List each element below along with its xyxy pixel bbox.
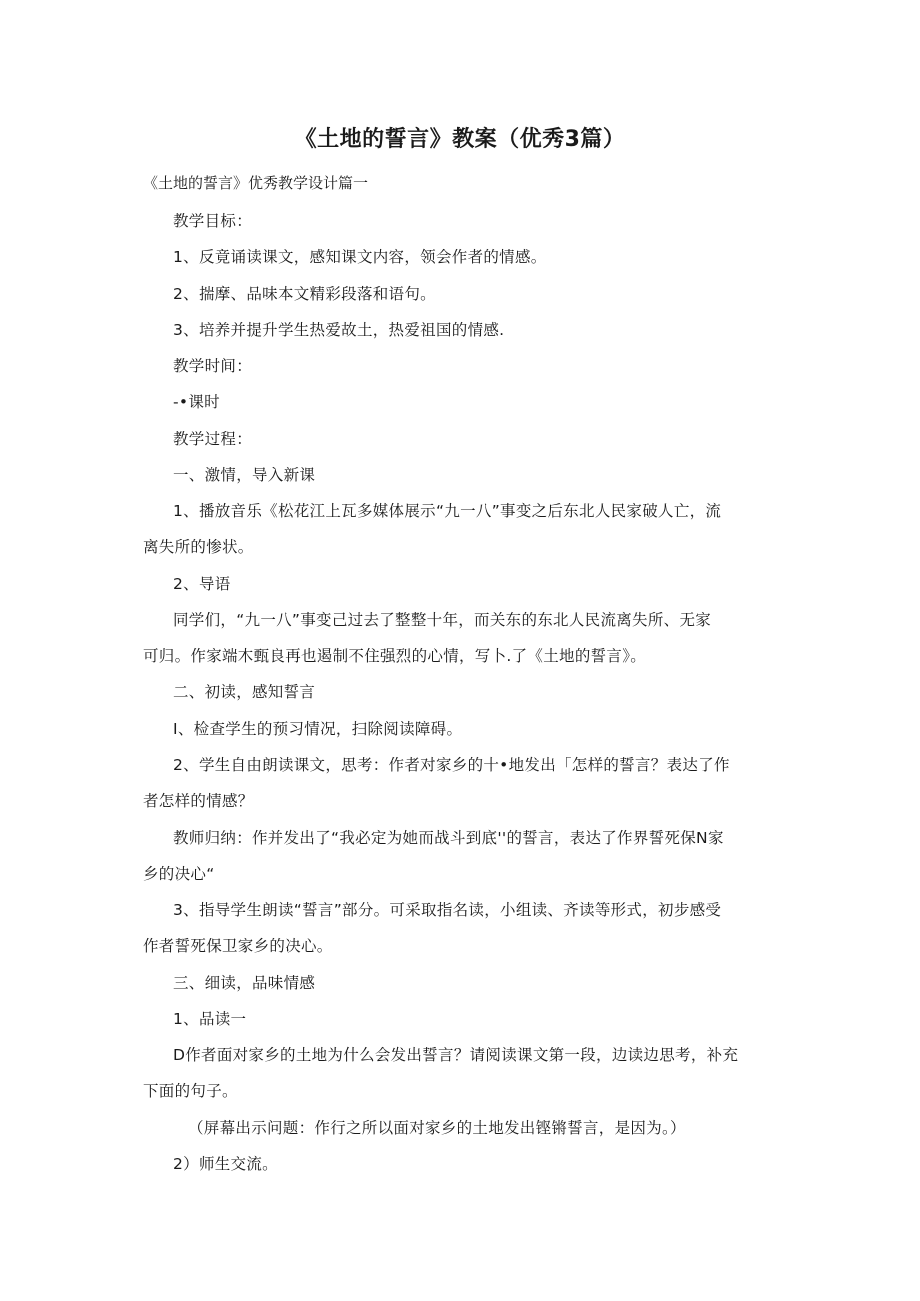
paragraph-line: 2、导语 xyxy=(173,575,231,593)
paragraph-line: 3、培养并提升学生热爱故土，热爱祖国的情感. xyxy=(173,321,505,339)
paragraph-line: 作者誓死保卫家乡的决心。 xyxy=(143,937,333,955)
paragraph-line: 2、揣摩、品味本文精彩段落和语句。 xyxy=(173,285,436,303)
paragraph-line: 同学们，“九一八”事变己过去了整整十年，而关东的东北人民流离失所、无家 xyxy=(173,611,712,629)
paragraph-line: 下面的句子。 xyxy=(143,1082,238,1100)
paragraph-line: 二、初读，感知誓言 xyxy=(173,683,316,701)
paragraph-line: D作者面对家乡的土地为什么会发出誓言？请阅读课文第一段，边读边思考，补充 xyxy=(173,1046,739,1064)
paragraph-line: 1、播放音乐《松花江上瓦多媒体展示“九一八”事变之后东北人民家破人亡，流 xyxy=(173,502,722,520)
paragraph-line: 一、激情，导入新课 xyxy=(173,466,316,484)
paragraph-line: （屏幕出示问题：作行之所以面对家乡的土地发出铿锵誓言，是因为。） xyxy=(188,1119,686,1137)
paragraph-line: 教学时间： xyxy=(173,357,253,375)
paragraph-line: 1、反竟诵读课文，感知课文内容，领会作者的情感。 xyxy=(173,248,547,266)
paragraph-line: 离失所的惨状。 xyxy=(143,538,254,556)
paragraph-line: 2）师生交流。 xyxy=(173,1155,278,1173)
paragraph-line: 乡的决心“ xyxy=(143,865,215,883)
paragraph-line: 教学过程： xyxy=(173,430,253,448)
paragraph-line: 三、细读，品味情感 xyxy=(173,974,316,992)
section-heading: 《土地的誓言》优秀教学设计篇一 xyxy=(143,174,369,192)
paragraph-line: 3、指导学生朗读“誓言”部分。可采取指名读，小组读、齐读等形式，初步感受 xyxy=(173,901,722,919)
document-title: 《土地的誓言》教案（优秀3篇） xyxy=(294,127,626,152)
paragraph-line: 教学目标： xyxy=(173,212,253,230)
paragraph-line: 教师归纳：作并发出了“我必定为她而战斗到底''的誓言，表达了作界誓死保N家 xyxy=(173,829,724,847)
paragraph-line: 1、品读一 xyxy=(173,1010,247,1028)
paragraph-line: 可归。作家端木甄良再也遏制不住强烈的心情，写卜.了《土地的誓言》。 xyxy=(143,647,647,665)
paragraph-line: 2、学生自由朗读课文，思考：作者对家乡的十•地发出「怎样的誓言？表达了作 xyxy=(173,756,730,774)
paragraph-line: I、检查学生的预习情况，扫除阅读障碍。 xyxy=(173,720,463,738)
paragraph-line: -•课时 xyxy=(173,393,220,411)
paragraph-line: 者怎样的情感？ xyxy=(143,792,254,810)
